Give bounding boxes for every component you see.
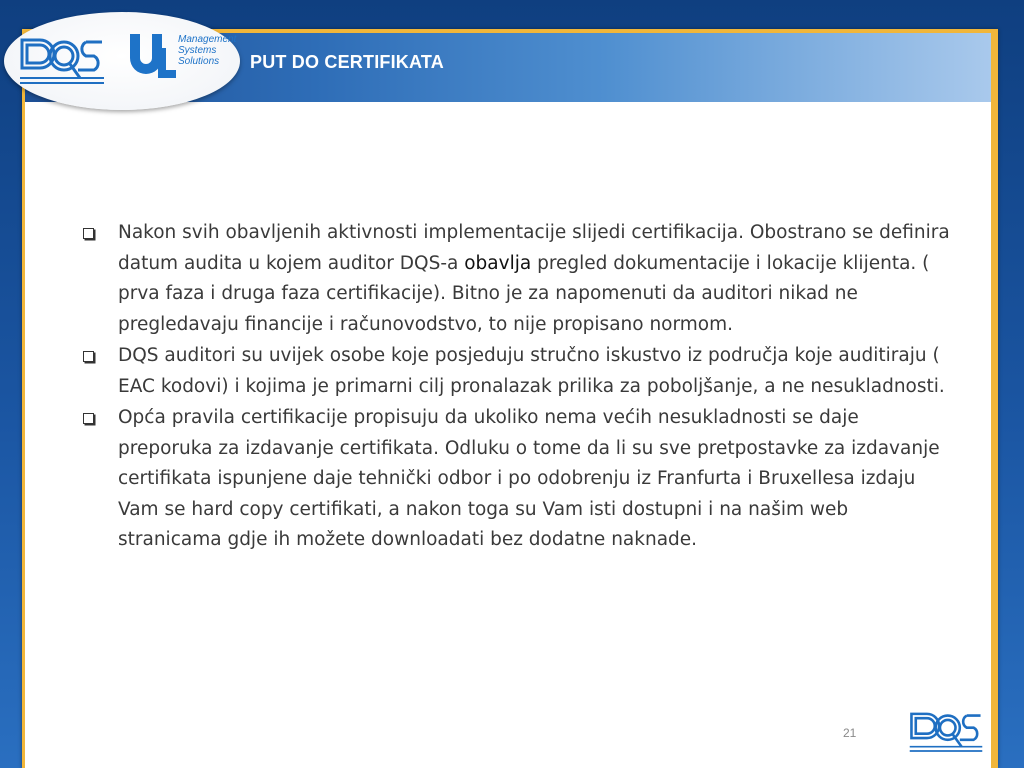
bullet-item-2 (80, 341, 950, 402)
bullet-item-1 (80, 218, 950, 340)
dqs-logo (18, 34, 106, 88)
checkbox-bullet-icon (83, 228, 94, 239)
dqs-footer-logo (908, 707, 984, 757)
bullet-text-1: Nakon svih obavljenih aktivnosti implementacije slijedi certifikacija. Obostrano se definira datum audita u kojem auditor DQS-a (118, 222, 950, 274)
logo-word-3: Solutions (178, 56, 220, 67)
slide-title: PUT DO CERTIFIKATA (250, 52, 444, 72)
checkbox-bullet-icon (83, 351, 94, 362)
page-number: 21 (843, 726, 857, 740)
bullet-text-3: Opća pravila certifikacije propisuju da ukoliko nema većih nesukladnosti se daje preporuka za izdavanje certifikata. Odluku o tome da li su sve pretpostavke za izdavanje certifikata ispunjene daje tehnički odbor i po odobrenju iz Franfurta i Bruxellesa izdaju Vam se hard copy certifikati, a nakon toga su Vam isti dostupni i na našim web stranicama gdje ih možete downloadati bez dodatne naknade. (118, 407, 940, 550)
logo-word-2: Systems (178, 45, 217, 56)
bullet-highlight: obavlja (464, 252, 532, 274)
bullet-text-2: DQS auditori su uvijek osobe koje posjeduju stručno iskustvo iz područja koje auditiraju ( EAC kodovi) i kojima je primarni cilj pronalazak prilika za poboljšanje, a ne nesukladnosti. (118, 345, 945, 397)
ul-logo-text (178, 34, 236, 67)
bullet-list (80, 218, 950, 557)
checkbox-bullet-icon (83, 413, 94, 424)
bullet-text-1b: pregled dokumentacije i lokacije klijenta. ( prva faza i druga faza certifikacije). Bitno je za napomenuti da auditori nikad ne pregledavaju financije i računovodstvo, to nije propisano normom. (118, 252, 930, 335)
bullet-item-3 (80, 403, 950, 556)
ul-logo (128, 30, 176, 82)
logo-word-1: Management (178, 34, 237, 45)
